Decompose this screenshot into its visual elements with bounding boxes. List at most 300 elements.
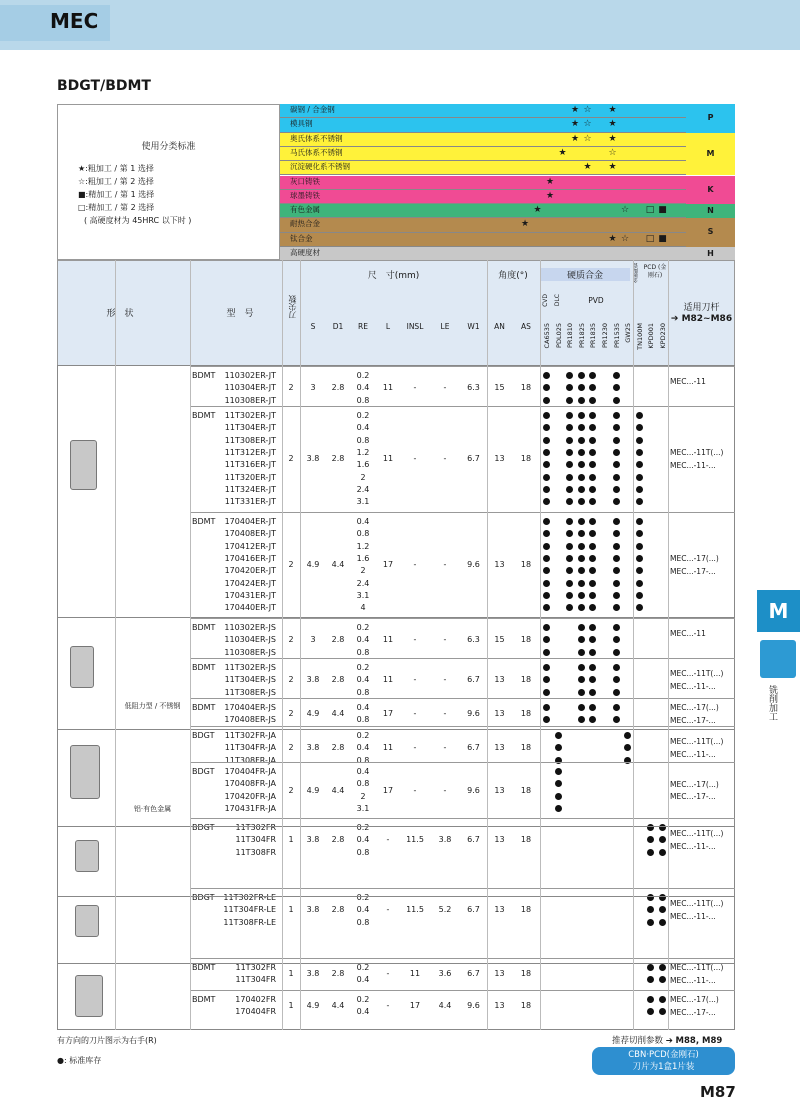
model-prefix: BDMT: [192, 623, 216, 632]
row-divider: [190, 726, 735, 727]
dim-value: -: [443, 560, 447, 570]
stock-dot: [578, 580, 585, 587]
dim-value: 2.8: [331, 743, 345, 753]
stock-dot: [543, 689, 550, 696]
material-name: 奥氏体系不锈钢: [290, 133, 343, 143]
model-code: 110302ER-JT: [224, 371, 276, 380]
model-code: 11T316ER-JT: [224, 460, 276, 470]
stock-dot: [613, 486, 620, 493]
re-value: 0.8: [356, 755, 370, 765]
stock-dot: [566, 580, 573, 587]
material-group-label: H: [686, 247, 735, 261]
stock-dot: [589, 437, 596, 444]
stock-dot: [543, 449, 550, 456]
row-divider: [190, 818, 735, 819]
dim-value: 13: [494, 835, 505, 845]
dim-value: 3.6: [438, 969, 452, 979]
stock-dot: [613, 498, 620, 505]
dim-value: 13: [494, 905, 505, 915]
dim-value: 15: [494, 635, 505, 645]
cbn-sub: 刀片为1盒1片装: [632, 1062, 695, 1072]
grade-mark: ★: [533, 205, 542, 216]
header-angle: 角度(°): [498, 271, 528, 281]
stock-dot: [613, 676, 620, 683]
stock-dot: [543, 580, 550, 587]
header-cermet: 金属陶瓷: [633, 263, 639, 283]
stock-dot: [589, 543, 596, 550]
material-row: [280, 218, 735, 232]
dim-value: 2.8: [331, 454, 345, 464]
header-holder: 适用刀杆: [683, 303, 720, 313]
edges-value: 2: [288, 454, 294, 464]
stock-dot: [589, 689, 596, 696]
re-value: 1.6: [356, 460, 370, 470]
column-divider: [540, 260, 541, 1030]
stock-dot: [613, 384, 620, 391]
header-col: LE: [440, 322, 450, 331]
material-name: 高硬度材: [290, 248, 320, 257]
dim-value: 18: [520, 835, 532, 845]
dim-value: 15: [494, 383, 505, 393]
stock-dot: [613, 437, 620, 444]
header-pcd: PCD (金刚石): [643, 264, 667, 279]
stock-dot: [543, 649, 550, 656]
stock-dot: [578, 518, 585, 525]
stock-dot: [578, 449, 585, 456]
dim-value: 13: [494, 1001, 505, 1011]
edges-value: 2: [288, 383, 294, 393]
stock-dot: [636, 449, 643, 456]
header-col: L: [385, 322, 391, 331]
stock-dot: [543, 397, 550, 404]
legend-item: ■:精加工 / 第 1 选择: [78, 190, 155, 199]
material-row: [280, 161, 735, 175]
material-row: [280, 118, 735, 132]
cbn-title: CBN·PCD(金刚石): [628, 1050, 699, 1060]
re-value: 1.6: [356, 553, 370, 563]
dim-value: -: [413, 675, 417, 685]
stock-dot: [636, 592, 643, 599]
model-code: 11T304FR-LE: [223, 905, 276, 915]
stock-dot: [566, 437, 573, 444]
holder-value: MEC...-11T(...): [670, 829, 724, 839]
stock-dot: [578, 372, 585, 379]
cutting-label: 推荐切削参数: [612, 1036, 664, 1046]
model-code: 11T304ER-JS: [224, 675, 276, 685]
stock-dot: [555, 732, 562, 739]
dim-value: 11: [382, 743, 394, 753]
model-code: 11T308FR-LE: [223, 917, 276, 927]
top-banner: [0, 0, 800, 50]
re-value: 0.2: [356, 411, 370, 420]
dim-value: -: [386, 905, 390, 915]
dim-value: 9.6: [467, 1001, 480, 1011]
footer-note: 有方向的刀片图示为右手(R): [57, 1036, 157, 1045]
stock-dot: [613, 567, 620, 574]
row-divider: [190, 618, 735, 619]
stock-dot: [636, 518, 643, 525]
dim-value: 18: [520, 675, 532, 685]
material-group-label: S: [686, 218, 735, 247]
re-value: 0.4: [356, 975, 370, 985]
material-row: [280, 147, 735, 161]
row-divider: [190, 990, 735, 991]
stock-dot: [613, 649, 620, 656]
dim-value: 13: [494, 560, 505, 570]
grade-name: PR1535: [612, 323, 621, 348]
dim-value: 3.8: [306, 675, 320, 685]
grade-mark: □: [645, 205, 655, 216]
re-value: 0.8: [356, 647, 370, 657]
dim-value: 4.4: [331, 1001, 345, 1011]
stock-dot: [613, 424, 620, 431]
stock-dot: [578, 461, 585, 468]
material-row: [280, 190, 735, 204]
grade-mark: ■: [658, 233, 667, 244]
dim-value: 13: [494, 785, 505, 795]
holder-value: MEC...-11: [670, 629, 706, 639]
stock-dot: [578, 689, 585, 696]
section-tab: [0, 5, 110, 41]
model-code: 170404FR: [235, 1007, 276, 1017]
re-value: 0.4: [356, 767, 370, 776]
stock-dot: [613, 689, 620, 696]
edges-value: 2: [288, 785, 294, 795]
model-prefix: BDMT: [192, 411, 216, 420]
edges-value: 2: [288, 709, 294, 719]
row-divider: [190, 366, 735, 367]
grade-name: PR1230: [601, 323, 609, 348]
grade-mark: ☆: [583, 119, 592, 130]
page-number: M87: [700, 1083, 736, 1101]
stock-dot: [589, 580, 596, 587]
holder-ref: M82~M86: [681, 314, 733, 324]
dim-value: 3: [310, 383, 316, 393]
stock-dot: [578, 486, 585, 493]
cutting-ref: M88, M89: [675, 1036, 723, 1046]
insert-image: [70, 440, 97, 490]
model-code: 11T302FR-JA: [224, 731, 276, 740]
dim-value: 4.4: [438, 1001, 452, 1011]
stock-dot: [636, 486, 643, 493]
dim-value: 18: [520, 905, 532, 915]
model-code: 11T320ER-JT: [224, 472, 276, 482]
stock-dot: [578, 474, 585, 481]
header-col: S: [310, 322, 316, 331]
grade-mark: ★: [608, 233, 617, 244]
stock-dot: [613, 474, 620, 481]
stock-dot: [589, 474, 596, 481]
stock-dot: [613, 664, 620, 671]
material-name: 球墨铸铁: [290, 190, 320, 200]
insert-image: [75, 840, 99, 872]
model-code: 110308ER-JT: [224, 395, 276, 405]
stock-dot: [613, 580, 620, 587]
model-code: 11T308ER-JS: [224, 687, 276, 697]
re-value: 0.4: [356, 1007, 370, 1017]
stock-dot: [636, 543, 643, 550]
dim-value: -: [443, 709, 447, 719]
grade-mark: ★: [608, 119, 617, 130]
model-prefix: BDMT: [192, 963, 216, 972]
stock-dot: [613, 397, 620, 404]
header-col: AS: [521, 322, 531, 331]
holder-value: MEC...-11T(...): [670, 963, 724, 973]
model-code: 11T302FR: [235, 963, 276, 972]
model-code: 170420ER-JT: [224, 566, 276, 576]
model-prefix: BDGT: [192, 767, 215, 776]
dim-value: 17: [382, 785, 394, 795]
re-value: 2.4: [356, 484, 370, 494]
header-cvd: CVD: [542, 294, 549, 307]
dim-value: -: [413, 635, 417, 645]
model-code: 11T302ER-JS: [224, 663, 276, 672]
dim-value: -: [443, 675, 447, 685]
re-value: 0.2: [356, 371, 370, 380]
cbn-badge: [592, 1047, 735, 1075]
stock-dot: [578, 397, 585, 404]
model-prefix: BDMT: [192, 663, 216, 672]
dim-value: 11: [382, 454, 394, 464]
stock-dot: [578, 543, 585, 550]
insert-image: [75, 905, 99, 937]
grade-name: GW25: [624, 323, 633, 343]
stock-dot: [613, 592, 620, 599]
dim-value: 4.4: [331, 709, 345, 719]
dim-value: 6.7: [467, 743, 480, 753]
dim-value: 5.2: [438, 905, 452, 915]
model-code: 170440ER-JT: [224, 603, 276, 613]
dim-value: 3.8: [306, 835, 320, 845]
stock-dot: [543, 664, 550, 671]
dim-value: -: [386, 835, 390, 845]
stock-dot: [543, 412, 550, 419]
material-name: 模具钢: [290, 119, 313, 129]
stock-dot: [613, 530, 620, 537]
dim-value: 11: [409, 969, 421, 979]
row-divider: [190, 958, 735, 959]
dim-value: 3.8: [306, 905, 320, 915]
stock-dot: [578, 567, 585, 574]
model-code: 170424ER-JT: [224, 578, 276, 588]
model-prefix: BDMT: [192, 703, 216, 712]
insert-image: [70, 646, 94, 688]
model-code: 11T304FR: [235, 975, 276, 985]
header-edges: 刀尖数: [288, 295, 297, 319]
material-row: [280, 176, 735, 190]
cutting-link[interactable]: [612, 1034, 722, 1046]
dim-value: -: [413, 560, 417, 570]
side-label: 铣削加工: [767, 685, 777, 721]
column-divider: [190, 260, 191, 1030]
holder-value: MEC...-17(...): [670, 554, 719, 564]
header-pvd: PVD: [588, 296, 604, 305]
dim-value: -: [443, 635, 447, 645]
dim-value: 13: [494, 675, 505, 685]
model-prefix: BDMT: [192, 995, 216, 1004]
arrow-right-icon: ➔: [665, 1036, 673, 1046]
re-value: 0.8: [356, 435, 370, 445]
re-value: 0.4: [356, 835, 370, 845]
row-divider: [190, 762, 735, 763]
holder-value: MEC...-17(...): [670, 779, 719, 789]
holder-value: MEC...-17-...: [670, 791, 716, 801]
dim-value: 18: [520, 743, 532, 753]
dim-value: -: [443, 743, 447, 753]
dim-value: -: [413, 709, 417, 719]
re-value: 3.1: [356, 497, 370, 507]
model-code: 170431FR-JA: [224, 803, 276, 813]
dim-value: -: [413, 785, 417, 795]
stock-dot: [543, 555, 550, 562]
re-value: 0.8: [356, 395, 370, 405]
re-value: 0.4: [356, 703, 370, 712]
column-divider: [300, 260, 301, 1030]
grade-name: TN100M: [635, 323, 644, 350]
header-col: INSL: [406, 322, 424, 331]
re-value: 1.2: [356, 447, 370, 457]
stock-dot: [613, 543, 620, 550]
stock-dot: [613, 449, 620, 456]
stock-dot: [613, 555, 620, 562]
stock-dot: [659, 964, 666, 971]
dim-value: 4.9: [306, 560, 320, 570]
edges-value: 1: [288, 1001, 294, 1011]
stock-dot: [636, 437, 643, 444]
dim-value: 11: [382, 635, 394, 645]
stock-dot: [636, 555, 643, 562]
stock-dot: [555, 768, 562, 775]
dim-value: 6.3: [467, 383, 480, 393]
header-col: D1: [332, 322, 344, 331]
edges-value: 1: [288, 969, 294, 979]
stock-dot: [578, 664, 585, 671]
re-value: 3.1: [356, 803, 370, 813]
stock-dot: [636, 461, 643, 468]
model-code: 170404ER-JT: [224, 517, 276, 526]
dim-value: 4.4: [331, 560, 345, 570]
grade-mark: ★: [545, 176, 555, 187]
arrow-right-icon: ➔: [670, 314, 679, 324]
stock-dot: [578, 437, 585, 444]
product-title: BDGT/BDMT: [57, 78, 151, 94]
header-holder-ref: [668, 314, 735, 324]
model-code: 11T312ER-JT: [224, 447, 276, 457]
stock-dot: [659, 919, 666, 926]
dim-value: 3.8: [306, 454, 320, 464]
dim-value: 2.8: [331, 675, 345, 685]
column-divider: [282, 260, 283, 1030]
grade-mark: ★: [583, 162, 592, 173]
re-value: 0.2: [356, 623, 370, 632]
model-prefix: BDMT: [192, 517, 216, 526]
grade-mark: ■: [658, 205, 667, 216]
model-code: 170416ER-JT: [224, 553, 276, 563]
dim-value: 13: [494, 709, 505, 719]
holder-value: MEC...-11-...: [670, 975, 716, 985]
dim-value: -: [386, 1001, 390, 1011]
model-prefix: BDMT: [192, 371, 216, 380]
model-code: 11T302FR-LE: [223, 893, 276, 902]
model-code: 11T302ER-JT: [224, 411, 276, 420]
material-name: 钛合金: [290, 233, 313, 243]
re-value: 2: [360, 791, 366, 801]
dim-value: 18: [520, 635, 532, 645]
re-value: 0.2: [356, 663, 370, 672]
re-value: 0.4: [356, 517, 370, 526]
edges-value: 2: [288, 635, 294, 645]
re-value: 0.2: [356, 823, 370, 832]
dim-value: 6.7: [467, 905, 480, 915]
model-code: 170431ER-JT: [224, 590, 276, 600]
holder-value: MEC...-11T(...): [670, 737, 724, 747]
stock-dot: [578, 498, 585, 505]
dim-value: -: [413, 383, 417, 393]
stock-dot: [555, 780, 562, 787]
holder-value: MEC...-17-...: [670, 715, 716, 725]
legend-title: 使用分类标准: [141, 142, 196, 152]
grade-name: PR1825: [577, 323, 586, 348]
dim-value: 9.6: [467, 560, 480, 570]
re-value: 0.8: [356, 687, 370, 697]
stock-dot: [566, 543, 573, 550]
edges-value: 2: [288, 743, 294, 753]
model-code: 170412ER-JT: [224, 541, 276, 551]
stock-dot: [555, 744, 562, 751]
column-divider: [487, 260, 488, 1030]
stock-dot: [578, 649, 585, 656]
dim-value: -: [443, 383, 447, 393]
holder-value: MEC...-11-...: [670, 841, 716, 851]
column-divider: [633, 260, 634, 1030]
dim-value: 17: [382, 560, 394, 570]
dim-value: 3.8: [438, 835, 452, 845]
grade-name: PDL025: [554, 323, 563, 348]
model-code: 170408ER-JT: [224, 529, 276, 539]
side-tab[interactable]: M: [757, 590, 800, 632]
row-divider: [190, 406, 735, 407]
re-value: 3.1: [356, 590, 370, 600]
re-value: 0.8: [356, 917, 370, 927]
dim-value: 18: [520, 709, 532, 719]
re-value: 0.4: [356, 675, 370, 685]
dim-value: 13: [494, 743, 505, 753]
stock-dot: [636, 498, 643, 505]
header-col: RE: [358, 322, 368, 331]
grade-mark: ★: [570, 105, 580, 115]
stock-dot: [566, 397, 573, 404]
stock-dot: [613, 518, 620, 525]
dim-value: 3.8: [306, 969, 320, 979]
row-divider: [190, 888, 735, 889]
footer-stock: ●: 标准库存: [57, 1056, 102, 1065]
header-dims: 尺 寸(mm): [367, 271, 420, 281]
model-code: 170408ER-JS: [224, 715, 276, 725]
grade-mark: ★: [570, 119, 580, 130]
model-code: 170404ER-JS: [224, 703, 276, 712]
re-value: 0.8: [356, 529, 370, 539]
header-dlc: DLC: [554, 294, 561, 307]
dim-value: 6.7: [467, 675, 480, 685]
stock-dot: [543, 624, 550, 631]
group-caption: 铝·有色金属: [133, 805, 172, 813]
re-value: 0.2: [356, 995, 370, 1004]
edges-value: 1: [288, 905, 294, 915]
stock-dot: [613, 412, 620, 419]
section-title: MEC: [50, 9, 99, 33]
material-row: [280, 204, 735, 218]
dim-value: 17: [382, 709, 394, 719]
